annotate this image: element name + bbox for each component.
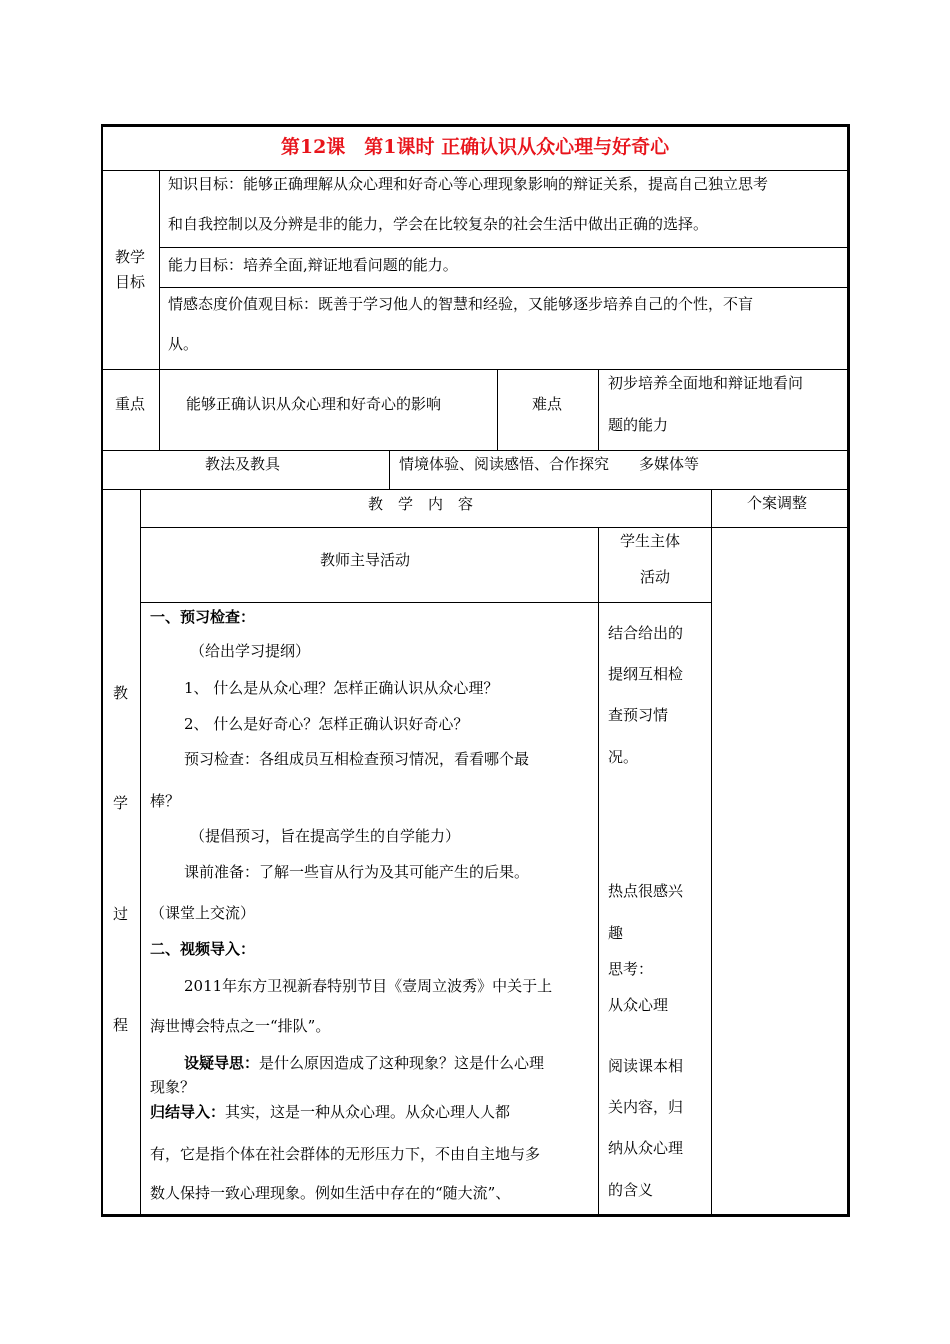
col-line	[497, 369, 498, 450]
student-line: 思考：	[608, 960, 654, 978]
row-line	[101, 369, 850, 370]
student-line: 查预习情	[608, 706, 669, 724]
teacher-line: 有，它是指个体在社会群体的无形压力下，不由自主地与多	[150, 1145, 541, 1163]
student-header-line2: 活动	[640, 568, 671, 586]
student-line: 阅读课本相	[608, 1057, 684, 1075]
teacher-header: 教师主导活动	[320, 551, 411, 569]
col-line	[159, 170, 160, 450]
col-line	[598, 369, 599, 450]
emotion-objective-line2: 从。	[168, 335, 199, 353]
student-line: 提纲互相检	[608, 665, 684, 683]
lesson-title: 第12课 第1课时 正确认识从众心理与好奇心	[280, 136, 670, 158]
table-border-top	[101, 124, 850, 127]
methods-text: 情境体验、阅读感悟、合作探究 多媒体等	[399, 455, 700, 473]
student-line: 热点很感兴	[608, 882, 684, 900]
question-text: 是什么原因造成了这种现象？这是什么心理	[259, 1054, 545, 1072]
student-line: 趣	[608, 924, 624, 942]
student-header-line1: 学生主体	[620, 532, 681, 550]
row-line	[140, 602, 712, 603]
section-heading-video: 二、视频导入：	[150, 940, 256, 958]
student-line: 从众心理	[608, 996, 669, 1014]
objectives-label-line1: 教学	[115, 248, 146, 266]
student-line: 结合给出的	[608, 624, 684, 642]
teacher-line: 海世博会特点之一“排队”。	[150, 1017, 331, 1035]
teacher-line: （给出学习提纲）	[190, 642, 311, 660]
ability-objective: 能力目标：培养全面,辩证地看问题的能力。	[168, 256, 458, 274]
process-label-1: 教	[113, 684, 129, 702]
col-line	[598, 527, 599, 1216]
row-line	[101, 489, 850, 490]
col-line	[140, 489, 141, 1216]
table-border-bottom	[101, 1214, 850, 1217]
section-heading-preview: 一、预习检查：	[150, 608, 256, 626]
teacher-line: （提倡预习，旨在提高学生的自学能力）	[190, 827, 461, 845]
row-line	[101, 450, 850, 451]
row-line	[160, 287, 850, 288]
teacher-line: 数人保持一致心理现象。例如生活中存在的“随大流”、	[150, 1184, 511, 1202]
teacher-line	[150, 1105, 510, 1120]
content-header: 教 学 内 容	[368, 495, 474, 513]
student-line: 的含义	[608, 1181, 654, 1199]
teacher-line: 现象？	[150, 1078, 196, 1096]
teacher-line: 2011年东方卫视新春特别节目《壹周立波秀》中关于上	[184, 977, 553, 995]
summary-label: 归结导入：	[150, 1103, 226, 1121]
student-line: 况。	[608, 748, 639, 766]
objectives-label-line2: 目标	[115, 273, 146, 291]
difficulty-text-line1: 初步培养全面地和辩证地看问	[608, 374, 804, 392]
col-line	[389, 450, 390, 489]
difficulty-text-line2: 题的能力	[608, 416, 669, 434]
teacher-line	[184, 1056, 544, 1071]
table-border-left	[101, 124, 103, 1217]
adjust-header: 个案调整	[747, 494, 808, 512]
knowledge-objective-line2: 和自我控制以及分辨是非的能力，学会在比较复杂的社会生活中做出正确的选择。	[168, 215, 709, 233]
teacher-line: （课堂上交流）	[150, 904, 256, 922]
student-line: 纳从众心理	[608, 1139, 684, 1157]
row-line	[140, 527, 850, 528]
process-label-4: 程	[113, 1016, 129, 1034]
key-text: 能够正确认识从众心理和好奇心的影响	[186, 395, 442, 413]
col-line	[711, 489, 712, 1216]
row-line	[101, 170, 850, 171]
difficulty-label: 难点	[532, 395, 563, 413]
key-label: 重点	[115, 395, 146, 413]
methods-label: 教法及教具	[205, 455, 281, 473]
teacher-line: 2、 什么是好奇心？怎样正确认识好奇心？	[184, 715, 469, 733]
student-line: 关内容，归	[608, 1098, 684, 1116]
teacher-line: 1、 什么是从众心理？怎样正确认识从众心理？	[184, 679, 499, 697]
teacher-line: 预习检查：各组成员互相检查预习情况，看看哪个最	[184, 750, 530, 768]
teacher-line: 棒？	[150, 792, 181, 810]
knowledge-objective-line1: 知识目标：能够正确理解从众心理和好奇心等心理现象影响的辩证关系，提高自己独立思考	[168, 175, 769, 193]
process-label-2: 学	[113, 794, 129, 812]
summary-text: 其实，这是一种从众心理。从众心理人人都	[225, 1103, 511, 1121]
row-line	[160, 247, 850, 248]
teacher-line: 课前准备：了解一些盲从行为及其可能产生的后果。	[184, 863, 530, 881]
emotion-objective-line1: 情感态度价值观目标：既善于学习他人的智慧和经验，又能够逐步培养自己的个性，不盲	[168, 295, 754, 313]
question-label: 设疑导思：	[184, 1054, 260, 1072]
process-label-3: 过	[113, 905, 129, 923]
